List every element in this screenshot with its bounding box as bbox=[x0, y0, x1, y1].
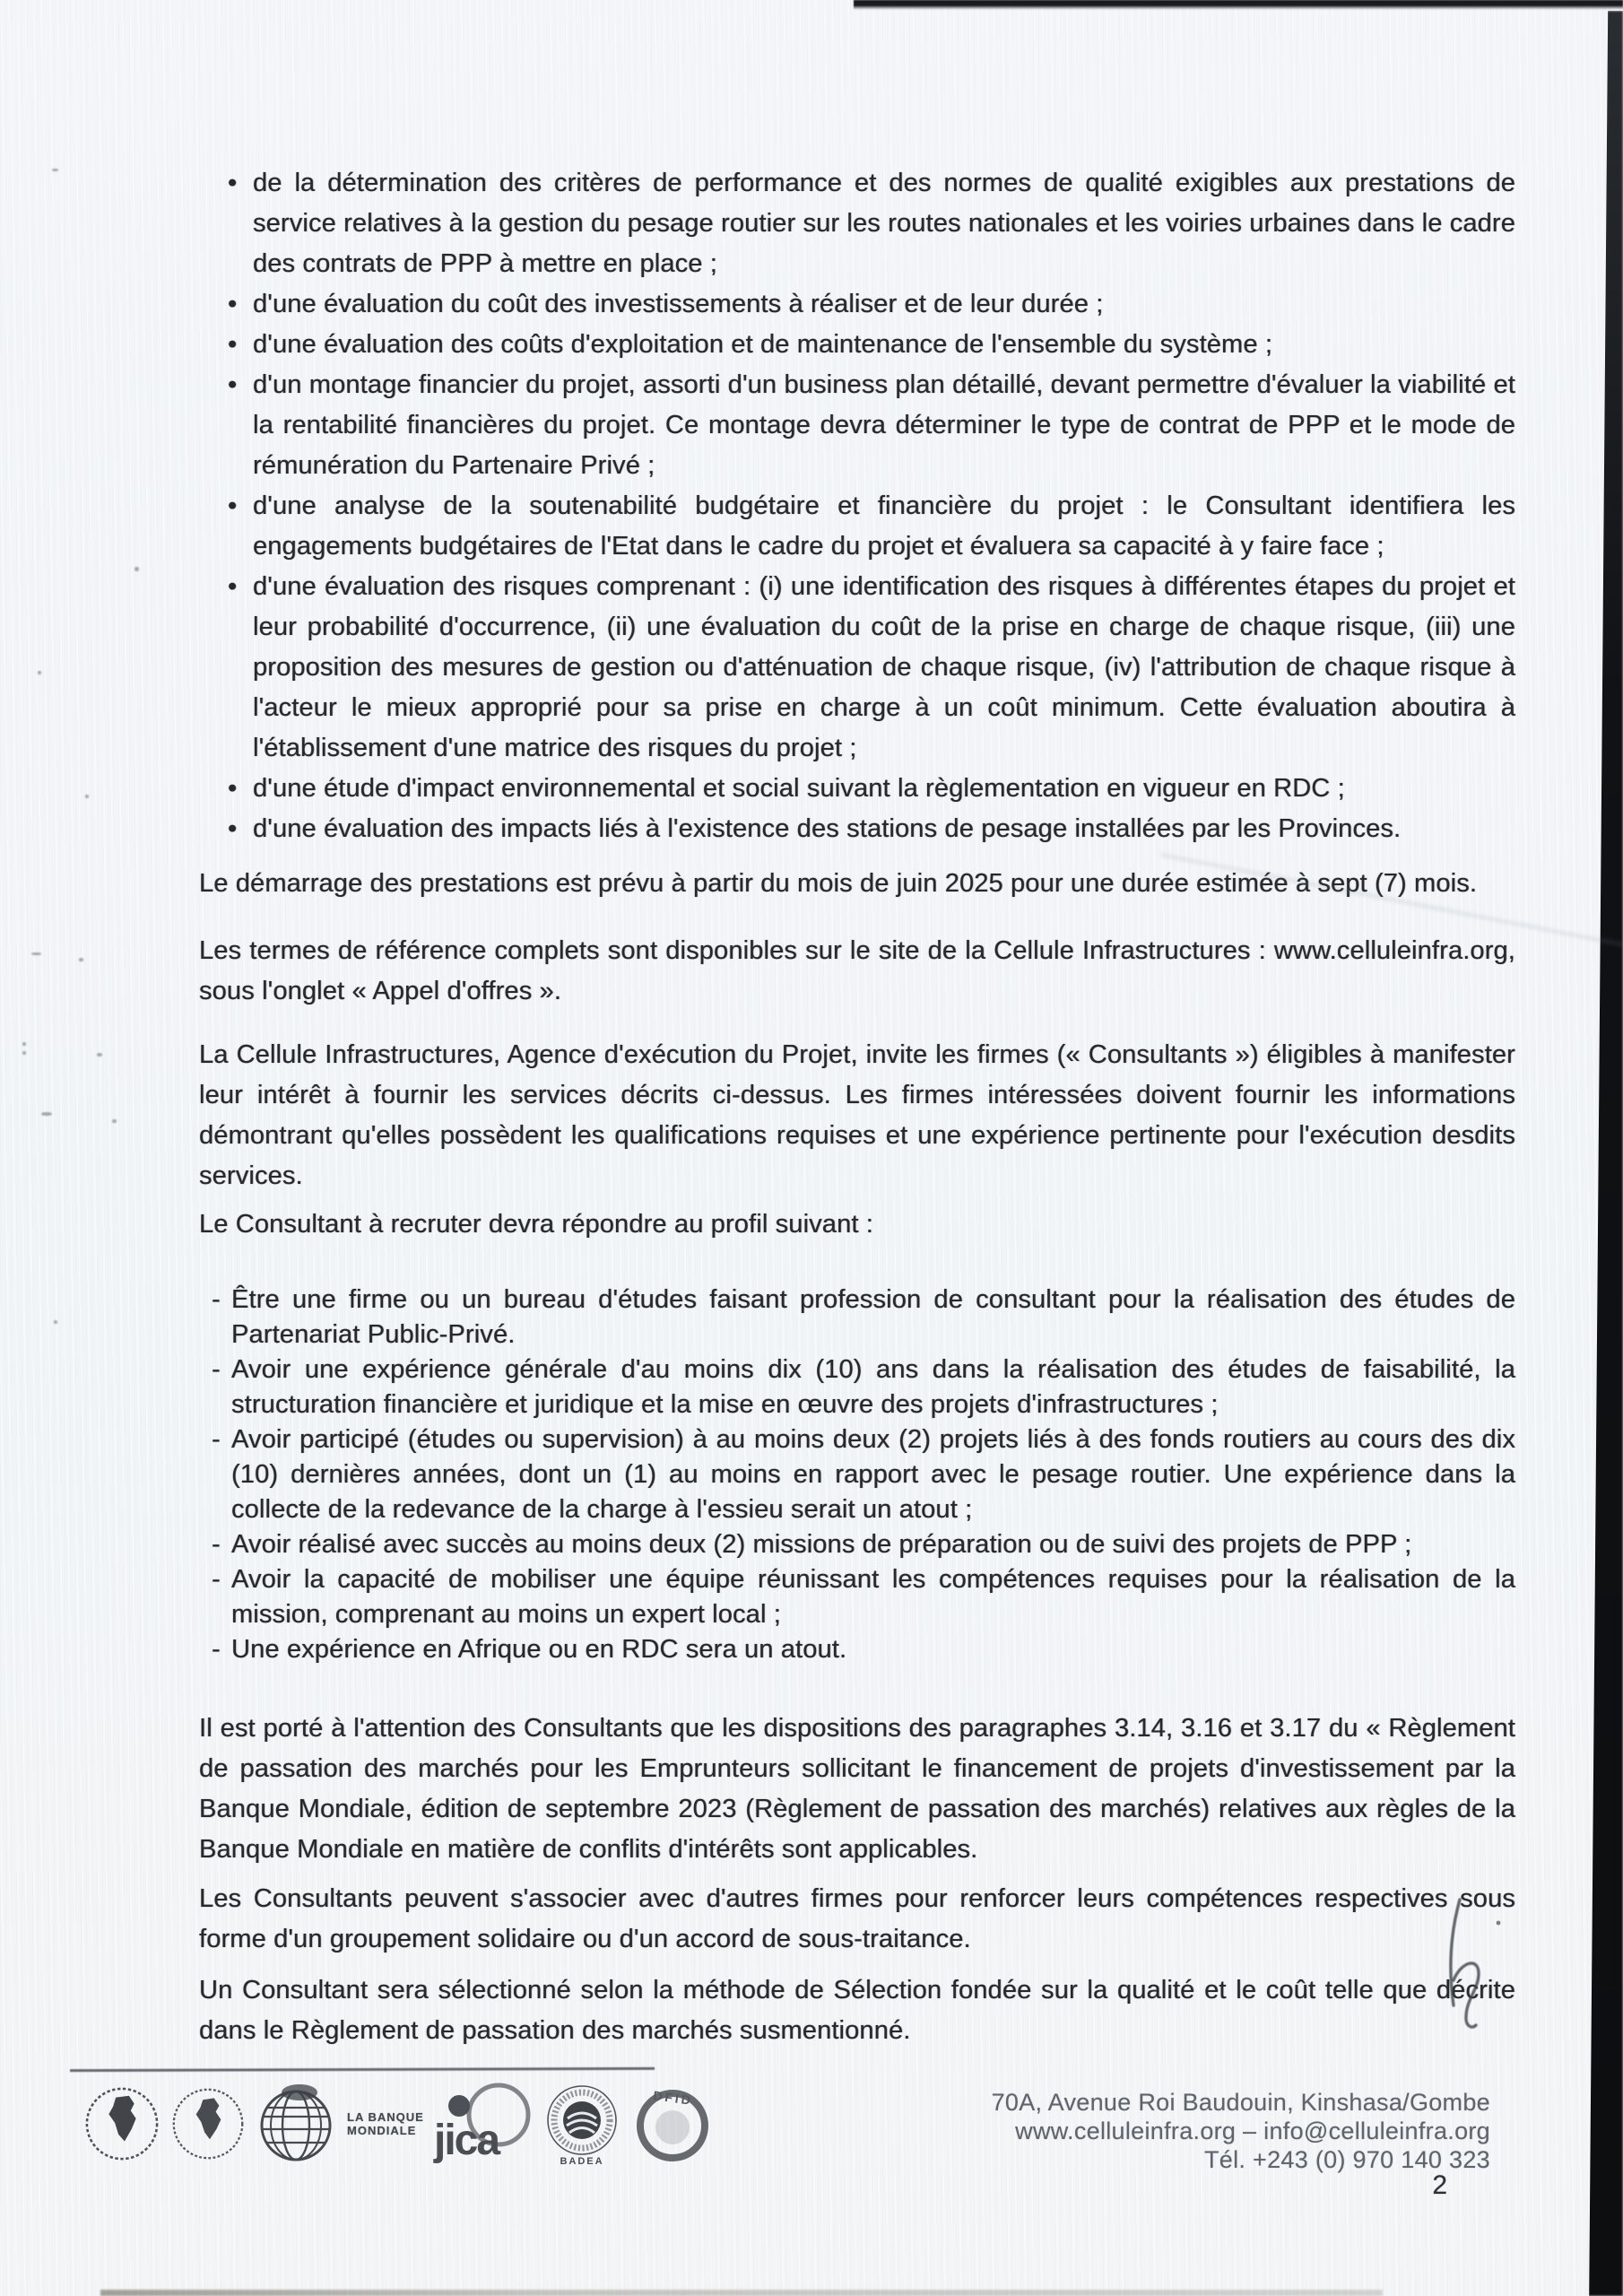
dash-item: - Avoir la capacité de mobiliser une équipe réunissant les compétences requises pour la réalisation de la mission, comprenant au moins un expert local ; bbox=[231, 1562, 1515, 1632]
world-bank-label: LA BANQUE MONDIALE bbox=[347, 2110, 424, 2137]
paragraph-procurement-rules: Il est porté à l'attention des Consultants que les dispositions des paragraphes 3.14, 3.16 et 3.17 du « Règlement de passation des marchés pour les Emprunteurs sollicitant le financement de projets d'investissement par la Banque Mondiale, édition de septembre 2023 (Règlement de passation des marchés) relatives aux règles de la Banque Mondiale en matière de conflits d'intérêts sont applicables. bbox=[199, 1714, 1515, 1864]
scan-speck bbox=[22, 1051, 26, 1055]
scan-speck bbox=[97, 1053, 102, 1057]
scan-speck bbox=[38, 671, 41, 674]
address-line: Tél. +243 (0) 970 140 323 bbox=[1204, 2146, 1490, 2173]
jica-logo bbox=[432, 2081, 533, 2167]
scan-speck bbox=[85, 795, 89, 798]
bullet-item: • d'une analyse de la soutenabilité budgétaire et financière du projet : le Consultant identifiera les engagements budgétaires de l'Etat dans le cadre du projet et évaluera sa capacité à y faire face ; bbox=[253, 486, 1515, 567]
scan-speck bbox=[79, 958, 83, 961]
scan-speck bbox=[31, 952, 41, 955]
svg-text:DFID: DFID bbox=[652, 2088, 694, 2109]
footer-address bbox=[992, 2088, 1490, 2174]
footer-divider bbox=[70, 2067, 655, 2072]
bullet-item: • d'un montage financier du projet, assorti d'un business plan détaillé, devant permettre d'évaluer la viabilité et la rentabilité financières du projet. Ce montage devra déterminer le type de contrat de PPP et le mode de rémunération du Partenaire Privé ; bbox=[253, 365, 1515, 486]
scan-speck bbox=[41, 1112, 52, 1116]
bullet-list bbox=[199, 163, 1515, 849]
bullet-item: • de la détermination des critères de performance et des normes de qualité exigibles aux prestations de service relatives à la gestion du pesage routier sur les routes nationales et les voiries urbaines dans le cadre des contrats de PPP à mettre en place ; bbox=[253, 163, 1515, 284]
dash-item: - Avoir réalisé avec succès au moins deux (2) missions de préparation ou de suivi des projets de PPP ; bbox=[231, 1527, 1515, 1562]
svg-text:jica: jica bbox=[433, 2117, 499, 2164]
scan-speck bbox=[54, 1320, 57, 1324]
paragraph-terms-of-reference: Les termes de référence complets sont disponibles sur le site de la Cellule Infrastructures : www.celluleinfra.org, sous l'onglet « Appel d'offres ». bbox=[199, 936, 1515, 1005]
scan-edge-bottom bbox=[100, 2290, 1383, 2296]
bullet-item: • d'une évaluation des impacts liés à l'existence des stations de pesage installées par les Provinces. bbox=[253, 809, 1515, 849]
world-bank-logo bbox=[255, 2083, 337, 2165]
bullet-item: • d'une évaluation des risques comprenant : (i) une identification des risques à différentes étapes du projet et leur probabilité d'occurrence, (ii) une évaluation du coût de la prise en charge de chaque risque, (iii) une proposition des mesures de gestion ou d'atténuation de chaque risque, (iv) l'attribution de chaque risque à l'acteur le mieux approprié pour sa prise en charge à un coût minimum. Cette évaluation aboutira à l'établissement d'une matrice des risques du projet ; bbox=[253, 567, 1515, 769]
scan-speck bbox=[112, 1119, 117, 1123]
bullet-item: • d'une évaluation du coût des investissements à réaliser et de leur durée ; bbox=[253, 284, 1515, 325]
scan-edge-right bbox=[1585, 11, 1623, 2296]
african-development-bank-logo bbox=[82, 2083, 161, 2165]
paragraph-invitation: La Cellule Infrastructures, Agence d'exécution du Projet, invite les firmes (« Consultants ») éligibles à manifester leur intérêt à fournir les services décrits ci-dessus. Les firmes intéressées doivent fournir les informations démontrant qu'elles possèdent les qualifications requises et une expérience pertinente pour l'exécution desdits services. bbox=[199, 1040, 1515, 1190]
paragraph-association: Les Consultants peuvent s'associer avec d'autres firmes pour renforcer leurs compétences respectives sous forme d'un groupement solidaire ou d'un accord de sous-traitance. bbox=[199, 1884, 1515, 1953]
handwritten-pen-mark bbox=[1424, 1894, 1510, 2038]
scan-speck bbox=[52, 169, 58, 171]
scan-speck bbox=[22, 1042, 26, 1046]
requirements-list bbox=[199, 1283, 1515, 1667]
dfid-logo bbox=[631, 2083, 714, 2165]
address-line: 70A, Avenue Roi Baudouin, Kinshasa/Gombe bbox=[991, 2089, 1490, 2116]
bullet-item: • d'une évaluation des coûts d'exploitation et de maintenance de l'ensemble du système ; bbox=[253, 325, 1515, 365]
document-body bbox=[199, 163, 1515, 2051]
dash-item: - Avoir participé (études ou supervision) à au moins deux (2) projets liés à des fonds routiers au cours des dix (10) dernières années, dont un (1) au moins en rapport avec le pesage routier. Une expérience dans la collecte de la redevance de la charge à l'essieu serait un atout ; bbox=[231, 1422, 1515, 1527]
african-development-fund-logo bbox=[169, 2083, 247, 2164]
paragraph-start-date: Le démarrage des prestations est prévu à partir du mois de juin 2025 pour une durée estimée à sept (7) mois. bbox=[199, 869, 1478, 898]
bullet-item: • d'une étude d'impact environnemental et social suivant la règlementation en vigueur en RDC ; bbox=[253, 769, 1515, 809]
svg-text:BADEA: BADEA bbox=[560, 2156, 604, 2167]
page-number: 2 bbox=[1432, 2170, 1447, 2200]
address-line: www.celluleinfra.org – info@celluleinfra.org bbox=[1015, 2118, 1490, 2144]
dash-item: - Être une firme ou un bureau d'études faisant profession de consultant pour la réalisation des études de Partenariat Public-Privé. bbox=[231, 1283, 1515, 1352]
paragraph-selection-method: Un Consultant sera sélectionné selon la méthode de Sélection fondée sur la qualité et le coût telle que décrite dans le Règlement de passation des marchés susmentionné. bbox=[199, 1976, 1515, 2045]
scan-speck bbox=[135, 567, 139, 571]
paragraph-profile-intro: Le Consultant à recruter devra répondre au profil suivant : bbox=[199, 1210, 873, 1239]
dash-item: - Une expérience en Afrique ou en RDC sera un atout. bbox=[231, 1632, 1515, 1667]
footer-logos bbox=[82, 2077, 714, 2170]
badea-logo bbox=[541, 2081, 623, 2167]
dash-item: - Avoir une expérience générale d'au moins dix (10) ans dans la réalisation des études de faisabilité, la structuration financière et juridique et la mise en œuvre des projets d'infrastructures ; bbox=[231, 1352, 1515, 1422]
scan-edge-top bbox=[854, 0, 1623, 10]
